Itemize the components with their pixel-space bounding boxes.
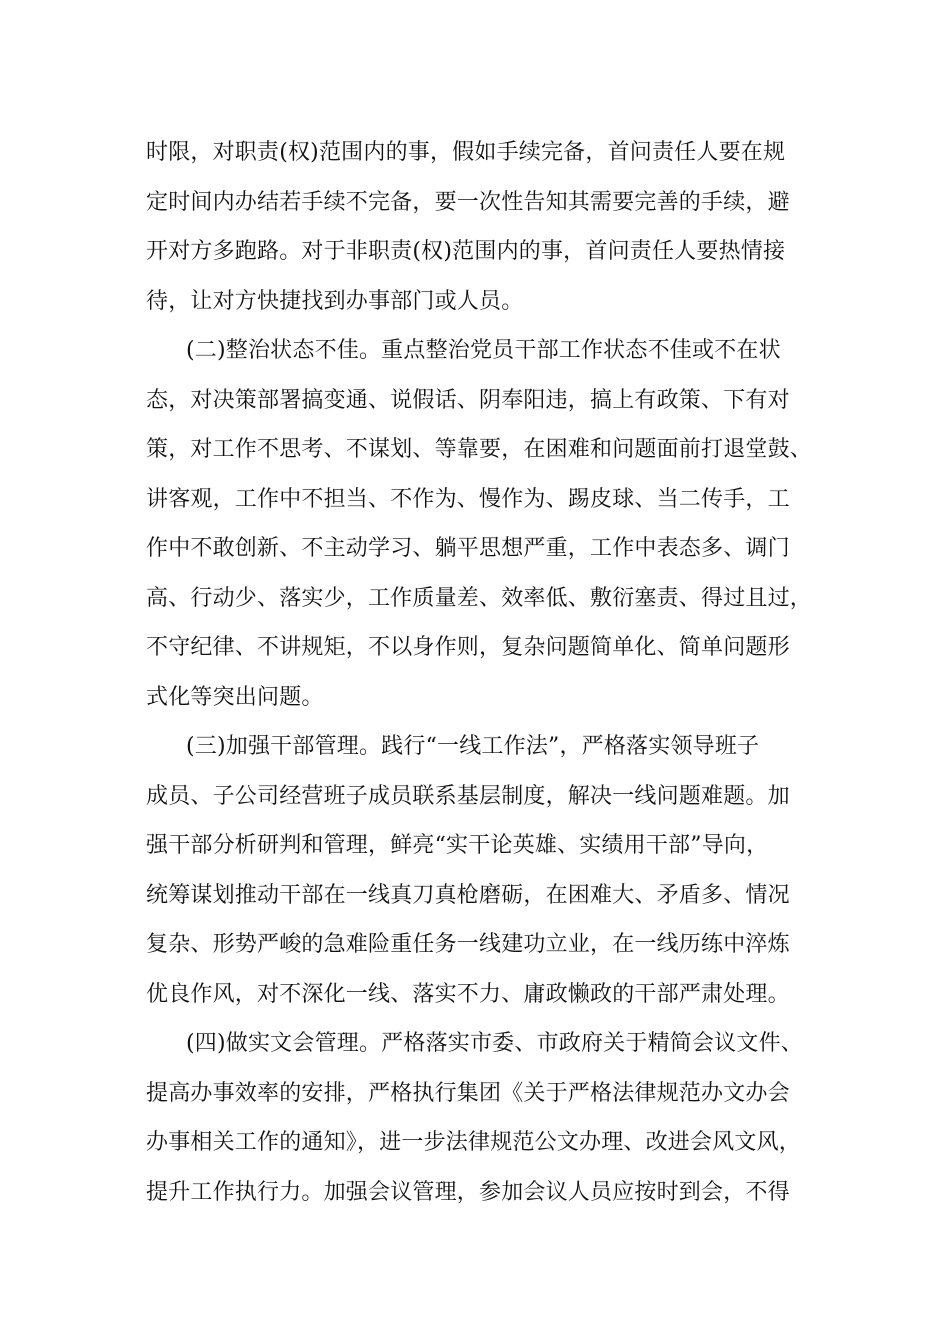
text-line: 作中不敢创新、不主动学习、躺平思想严重，工作中表态多、调门 [146, 536, 790, 561]
text-line: 开对方多跑路。对于非职责(权)范围内的事，首问责任人要热情接 [146, 239, 786, 264]
text-line: 定时间内办结若手续不完备，要一次性告知其需要完善的手续，避 [146, 189, 790, 215]
text-line: 态，对决策部署搞变通、说假话、阴奉阳违，搞上有政策、下有对 [146, 387, 790, 413]
text-line: 提高办事效率的安排，严格执行集团《关于严格法律规范办文办会 [146, 1080, 790, 1106]
text-line: 待，让对方快捷找到办事部门或人员。 [146, 288, 524, 314]
text-line: 式化等突出问题。 [146, 684, 324, 710]
paragraph-heading-line: (三)加强干部管理。践行“一线工作法”，严格落实领导班子 [186, 734, 760, 759]
document-body [146, 128, 826, 1217]
paragraph-heading-line: (二)整治状态不佳。重点整治党员干部工作状态不佳或不在状 [186, 338, 781, 363]
text-line: 策，对工作不思考、不谋划、等靠要，在困难和问题面前打退堂鼓、 [146, 437, 813, 462]
text-line: 时限，对职责(权)范围内的事，假如手续完备，首问责任人要在规 [146, 140, 786, 165]
text-line: 不守纪律、不讲规矩，不以身作则，复杂问题简单化、简单问题形 [146, 635, 790, 660]
text-line: 复杂、形势严峻的急难险重任务一线建功立业，在一线历练中淬炼 [146, 932, 790, 957]
text-line: 成员、子公司经营班子成员联系基层制度，解决一线问题难题。加 [146, 783, 790, 809]
text-line: 高、行动少、落实少，工作质量差、效率低、敷衍塞责、得过且过， [146, 585, 813, 611]
text-line: 提升工作执行力。加强会议管理，参加会议人员应按时到会，不得 [146, 1179, 790, 1205]
text-line: 讲客观，工作中不担当、不作为、慢作为、踢皮球、当二传手，工 [146, 486, 790, 512]
paragraph-heading-line: (四)做实文会管理。严格落实市委、市政府关于精简会议文件、 [186, 1031, 803, 1056]
text-line: 强干部分析研判和管理，鲜亮“实干论英雄、实绩用干部”导向， [146, 833, 769, 858]
text-line: 办事相关工作的通知》，进一步法律规范公文办理、改进会风文风， [146, 1130, 802, 1155]
text-line: 优良作风，对不深化一线、落实不力、庸政懒政的干部严肃处理。 [146, 981, 790, 1007]
text-line: 统筹谋划推动干部在一线真刀真枪磨砺，在困难大、矛盾多、情况 [146, 882, 790, 908]
